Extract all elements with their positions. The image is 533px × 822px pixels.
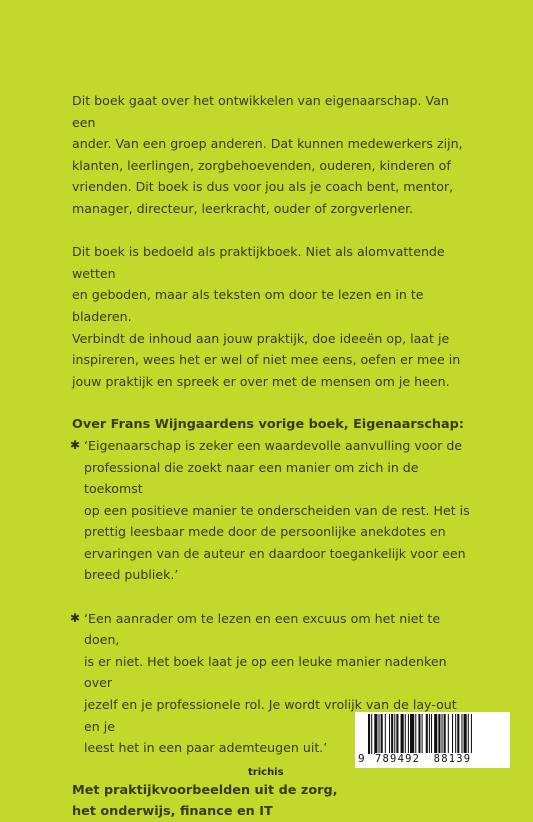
closing-statement [72, 780, 472, 822]
barcode-bar [431, 714, 432, 754]
barcode-bar [455, 714, 456, 754]
barcode-bar [405, 714, 406, 754]
barcode-bar [389, 714, 390, 754]
barcode-bar [381, 714, 383, 754]
text-line: ‘Eigenaarschap is zeker een waardevolle aanvulling voor de [84, 437, 463, 453]
barcode-bar [368, 714, 370, 754]
isbn-barcode [355, 712, 510, 768]
text-line: vrienden. Dit boek is dus voor jou als je coach bent, mentor, [72, 179, 454, 195]
text-line: is er niet. Het boek laat je op een leuke manier nadenken over [84, 653, 447, 691]
text-line: breed publiek.’ [84, 567, 179, 583]
barcode-bar [448, 714, 449, 754]
barcode-bar [452, 714, 453, 754]
barcode-bar [394, 714, 395, 754]
barcode-digit-group: 88139 [433, 753, 472, 765]
barcode-bar [444, 714, 446, 754]
asterisk-bullet-icon: ✱ [70, 437, 81, 452]
text-line: ervaringen van de auteur en daardoor toegankelijk voor een [84, 545, 466, 561]
text-line: op een positieve manier te onderscheiden van de rest. Het is [84, 502, 470, 518]
text-line: Met praktijkvoorbeelden uit de zorg, [72, 783, 338, 799]
text-line: jezelf en je professionele rol. Je wordt vrolijk van de lay-out en je [84, 697, 457, 734]
barcode-digits [375, 753, 495, 765]
barcode-bar [422, 714, 423, 754]
barcode-bar [442, 714, 443, 754]
text-line: Dit boek is bedoeld als praktijkboek. Niet als alomvattende wetten [72, 244, 445, 281]
barcode-digit-group: 789492 [375, 753, 421, 765]
barcode-bar [379, 714, 380, 754]
text-line: leest het in een paar ademteugen uit.’ [84, 740, 328, 756]
text-line: manager, directeur, leerkracht, ouder of zorgverlener. [72, 200, 414, 216]
barcode-bar [464, 714, 467, 754]
barcode-bar [374, 714, 377, 754]
intro-paragraph [72, 90, 472, 220]
text-line: professional die zoekt naar een manier om zich in de toekomst [84, 459, 419, 497]
text-line: jouw praktijk en spreek er over met de mensen om je heen. [72, 373, 450, 389]
barcode-bar [391, 714, 393, 754]
barcode-bar [371, 714, 372, 754]
text-line: het onderwijs, finance en IT [72, 804, 273, 820]
text-line: prettig leesbaar mede door de persoonlijke anekdotes en [84, 524, 446, 540]
text-line: en geboden, maar als teksten om door te lezen en in te bladeren. [72, 287, 424, 324]
text-line: ‘Een aanrader om te lezen en een excuus om het niet te doen, [84, 610, 441, 648]
barcode-bar [468, 714, 469, 754]
barcode-bar [410, 714, 414, 754]
barcode-first-digit: 9 [358, 752, 365, 765]
barcode-bar [434, 714, 437, 754]
reviews-heading: Over Frans Wijngaardens vorige boek, Eigenaarschap: [72, 416, 464, 432]
barcode-bar [471, 714, 472, 754]
purpose-paragraph [72, 241, 472, 392]
barcode-bar [415, 714, 416, 754]
text-line: Verbindt de inhoud aan jouw praktijk, doe ideeën op, laat je [72, 330, 450, 346]
barcode-bar [385, 714, 386, 754]
text-line: Dit boek gaat over het ontwikkelen van eigenaarschap. Van een [72, 93, 449, 130]
barcode-bar [418, 714, 420, 754]
review-quote-1 [72, 435, 472, 586]
barcode-bar [396, 714, 398, 754]
publisher-logo: trichis [248, 767, 284, 778]
barcode-bar [408, 714, 409, 754]
text-line: inspireren, wees het er wel of niet mee eens, oefen er mee in [72, 352, 461, 368]
barcode-bar [457, 714, 459, 754]
barcode-bar [426, 714, 428, 754]
barcode-bar [461, 714, 462, 754]
text-line: klanten, leerlingen, zorgbehoevenden, ouderen, kinderen of [72, 157, 451, 173]
asterisk-bullet-icon: ✱ [70, 610, 81, 625]
barcode-bar [429, 714, 430, 754]
barcode-bar [438, 714, 440, 754]
text-line: ander. Van een groep anderen. Dat kunnen medewerkers zijn, [72, 136, 463, 152]
barcode-bar [401, 714, 404, 754]
